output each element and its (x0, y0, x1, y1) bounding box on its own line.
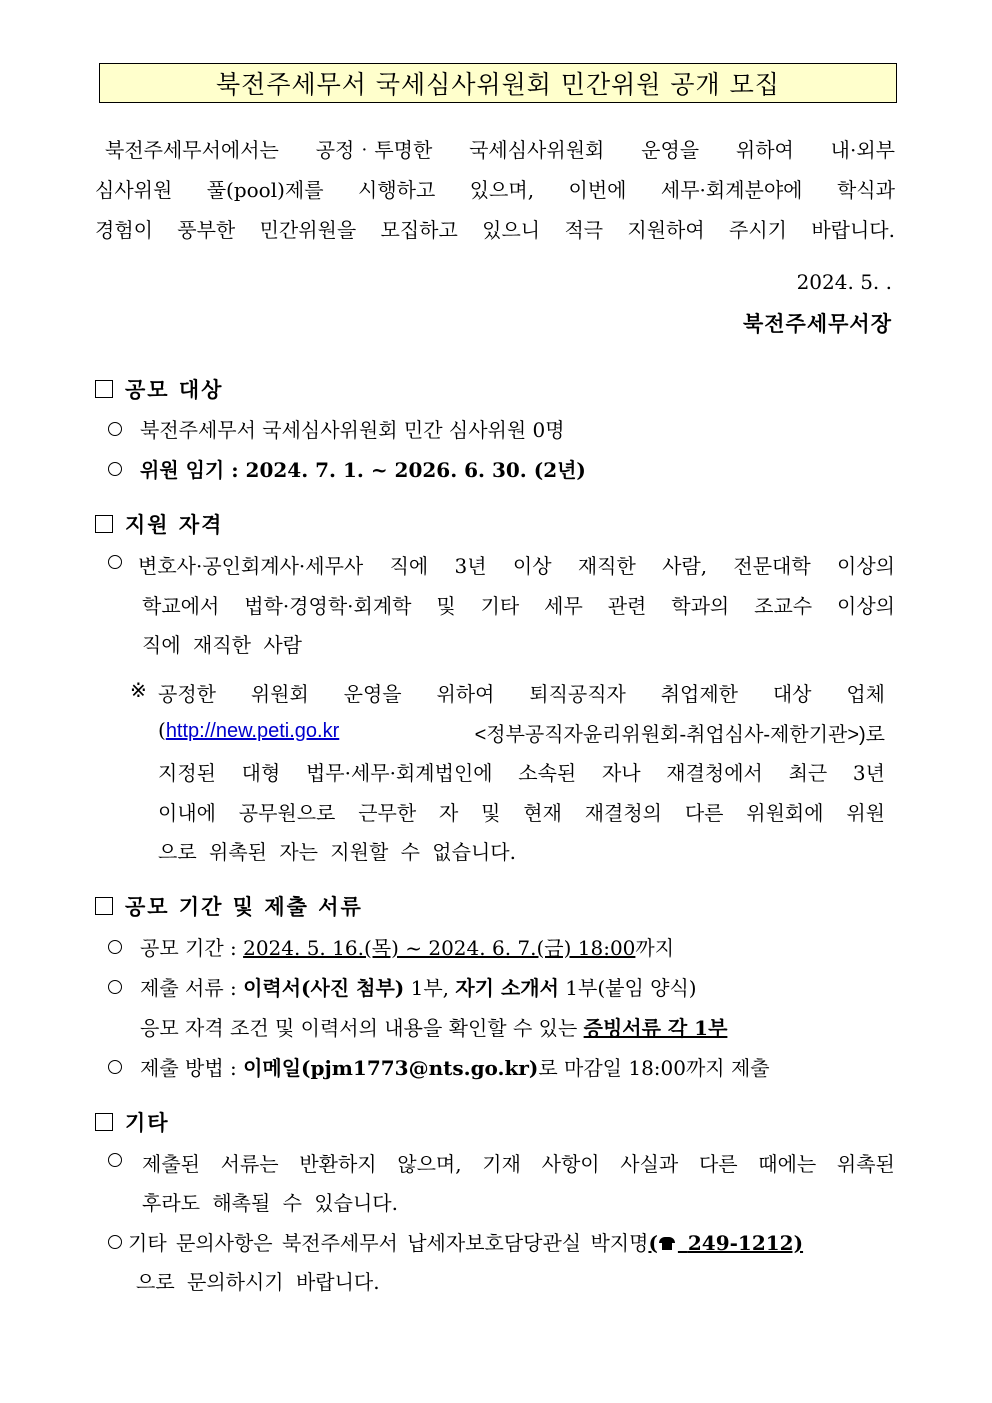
note-line-1 (158, 678, 885, 707)
word: 이내에 (158, 801, 216, 825)
circle-bullet-icon-wrap (108, 551, 140, 575)
phone-icon (658, 1237, 678, 1251)
word: 심사위원 (95, 178, 173, 202)
note-mark: ※ (130, 678, 147, 702)
word: 풍부한 (177, 218, 236, 242)
word: 공정‧투명한 (315, 138, 433, 162)
eligibility-line-2 (142, 590, 895, 619)
intro-line-2 (95, 170, 895, 210)
word: 전문대학 (733, 554, 811, 578)
word: 주시기 (729, 218, 787, 242)
section-heading-target (95, 374, 223, 404)
circle-bullet-icon (108, 462, 122, 476)
word: 대상 (772, 682, 812, 706)
period-value: 2024. 5. 16.(목) ~ 2024. 6. 7.(금) 18:00 (243, 936, 636, 960)
word: 이상의 (837, 594, 895, 618)
eligibility-line-3: 직에 재직한 사람 (142, 633, 302, 657)
list-item (108, 1227, 803, 1256)
word: 학식과 (836, 178, 895, 202)
circle-bullet-icon (108, 1153, 122, 1167)
contact-text: 기타 문의사항은 북전주세무서 납세자보호담당관실 박지명 (128, 1231, 649, 1255)
list-item (108, 414, 565, 443)
section-title: 공모 대상 (125, 377, 224, 402)
title-box (99, 63, 897, 103)
word: 내·외부 (830, 138, 895, 162)
word: 3년 (852, 761, 885, 785)
list-item (108, 454, 586, 483)
etc-line-1 (142, 1148, 895, 1177)
word: 취업제한 (660, 682, 738, 706)
evidence-docs: 증빙서류 각 1부 (583, 1016, 728, 1040)
word: 학교에서 (142, 594, 220, 618)
word: 시행하고 (358, 178, 436, 202)
word: 경험이 (95, 218, 153, 242)
note-line-2 (158, 718, 885, 747)
word: 재직한 (577, 554, 636, 578)
label: 공모 기간 : (140, 936, 244, 960)
etc-line-4: 으로 문의하시기 바랍니다. (136, 1270, 380, 1294)
item-text: 북전주세무서 국세심사위원회 민간 심사위원 0명 (140, 418, 565, 442)
word: 다른 (698, 1152, 738, 1176)
word: 및 (481, 801, 501, 825)
word: 사람, (662, 554, 708, 578)
word: 위촉된 (836, 1152, 895, 1176)
word: 이상 (512, 554, 552, 578)
label: 제출 방법 : (140, 1056, 244, 1080)
label: 제출 서류 : (140, 976, 244, 1000)
docs-line-2 (140, 1012, 727, 1041)
word: 운영을 (343, 682, 402, 706)
item-text: 위원 임기 : 2024. 7. 1. ~ 2026. 6. 30. (2년) (140, 458, 586, 482)
eligibility-line-1 (138, 550, 895, 579)
notice-date: 2024. 5. . (796, 270, 892, 294)
section-title: 공모 기간 및 제출 서류 (125, 894, 363, 919)
text: 1부(붙임 양식) (558, 976, 697, 1000)
word: 위원회에 (746, 801, 824, 825)
circle-bullet-icon (108, 1235, 122, 1249)
signer-name: 북전주세무서장 (742, 311, 892, 336)
word: 지원하여 (627, 218, 705, 242)
word: 소속된 (518, 761, 577, 785)
list-item (108, 972, 697, 1001)
word: 모집하고 (380, 218, 458, 242)
section-heading-eligibility (95, 509, 223, 539)
word: 및 (436, 594, 456, 618)
word: 제출된 (142, 1152, 200, 1176)
word: 퇴직공직자 (529, 682, 626, 706)
word: 직에 (389, 554, 429, 578)
word: 변호사·공인회계사·세무사 (138, 554, 364, 578)
word: 재결청에서 (666, 761, 763, 785)
word: 법무·세무·회계법인에 (305, 761, 493, 785)
checkbox-square-icon (95, 897, 113, 915)
checkbox-square-icon (95, 1113, 113, 1131)
peti-link[interactable]: http://new.peti.go.kr (165, 720, 340, 742)
word: 있으며, (469, 178, 535, 202)
word: 사항이 (541, 1152, 600, 1176)
word: 지정된 (158, 761, 216, 785)
word: 북전주세무서에서는 (105, 138, 279, 162)
section-title: 지원 자격 (125, 512, 224, 537)
word: 기재 (482, 1152, 521, 1176)
note-line-3 (158, 757, 885, 786)
intro-line-3 (95, 210, 895, 250)
word: 않으며, (397, 1152, 462, 1176)
word: 공정한 (158, 682, 216, 706)
word: 적극 (564, 218, 604, 242)
word: 대형 (241, 761, 281, 785)
word: 이상의 (837, 554, 895, 578)
word: 관련 (607, 594, 647, 618)
paren: ( (158, 718, 166, 742)
section-heading-period (95, 891, 363, 921)
circle-bullet-icon-wrap (108, 1149, 140, 1173)
circle-bullet-icon (108, 555, 122, 569)
circle-bullet-icon (108, 980, 122, 994)
word: 운영을 (641, 138, 700, 162)
email-text: 이메일(pjm1773@nts.go.kr) (243, 1056, 539, 1080)
section-heading-etc (95, 1107, 170, 1137)
circle-bullet-icon (108, 422, 122, 436)
note-line-5: 으로 위촉된 자는 지원할 수 없습니다. (158, 840, 516, 864)
word: 조교수 (754, 594, 813, 618)
checkbox-square-icon (95, 380, 113, 398)
checkbox-square-icon (95, 515, 113, 533)
note-link-wrap (158, 718, 339, 747)
word: 법학·경영학·회계학 (244, 594, 412, 618)
word: 위원회 (250, 682, 309, 706)
word: 때에는 (758, 1152, 817, 1176)
text: 1부, (404, 976, 456, 1000)
word: 세무 (544, 594, 583, 618)
word: 있으니 (482, 218, 541, 242)
word: 이번에 (568, 178, 627, 202)
list-item (108, 932, 674, 961)
text: 응모 자격 조건 및 이력서의 내용을 확인할 수 있는 (140, 1016, 584, 1040)
word: 3년 (454, 554, 487, 578)
word: 기타 (480, 594, 520, 618)
word: 국세심사위원회 (469, 138, 605, 162)
word: 학과의 (671, 594, 730, 618)
word: 공무원으로 (238, 801, 336, 825)
word: 민간위원을 (259, 218, 357, 242)
word: 서류는 (220, 1152, 279, 1176)
word: 업체 (846, 682, 885, 706)
self-intro-text: 자기 소개서 (455, 976, 559, 1000)
intro-line-1 (95, 130, 895, 170)
intro-paragraph (95, 130, 895, 250)
word: 자나 (601, 761, 641, 785)
phone-number: 249-1212) (687, 1231, 804, 1255)
contact-phone: ( 249-1212) (648, 1231, 804, 1255)
word: 반환하지 (299, 1152, 377, 1176)
circle-bullet-icon (108, 940, 122, 954)
section-title: 기타 (125, 1110, 170, 1135)
word: 위원 (846, 801, 885, 825)
word: 위하여 (436, 682, 495, 706)
word: 현재 (523, 801, 562, 825)
resume-text: 이력서(사진 첨부) (243, 976, 405, 1000)
word: 재결청의 (584, 801, 662, 825)
list-item (108, 1052, 770, 1081)
word: 위하여 (735, 138, 794, 162)
word: 사실과 (620, 1152, 679, 1176)
note-line-4 (158, 797, 885, 826)
word: 바랍니다. (811, 218, 895, 242)
page-title: 북전주세무서 국세심사위원회 민간위원 공개 모집 (216, 70, 780, 99)
note-text: <정부공직자윤리위원회-취업심사-제한기관>)로 (474, 724, 885, 746)
circle-bullet-icon (108, 1060, 122, 1074)
suffix: 까지 (635, 936, 675, 960)
word: 근무한 (358, 801, 417, 825)
text: 로 마감일 18:00까지 제출 (538, 1056, 770, 1080)
word: 세무·회계분야에 (660, 178, 803, 202)
word: 풀(pool)제를 (206, 178, 324, 202)
word: 자 (438, 801, 459, 825)
etc-line-2: 후라도 해촉될 수 있습니다. (142, 1191, 398, 1215)
word: 다른 (684, 801, 724, 825)
word: 최근 (788, 761, 828, 785)
